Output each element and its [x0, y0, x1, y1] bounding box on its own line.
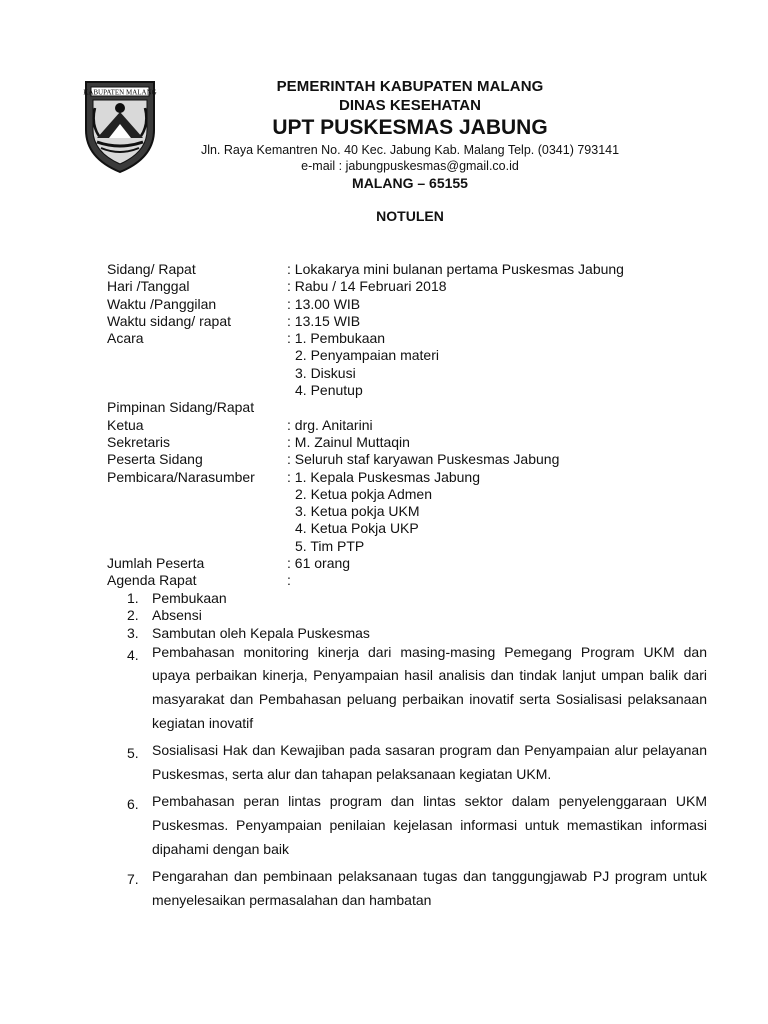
meeting-info [107, 261, 687, 590]
agenda-item-number: 7. [127, 871, 139, 888]
agenda-item-text: Sambutan oleh Kepala Puskesmas [152, 624, 370, 641]
info-value: : 1. Kepala Puskesmas Jabung [287, 468, 481, 485]
agenda-item-number: 4. [127, 646, 139, 663]
agenda-list [107, 590, 707, 916]
info-row [107, 451, 687, 468]
info-row [107, 261, 687, 278]
info-label: Pembicara/Narasumber [107, 468, 255, 485]
agenda-item [107, 641, 707, 735]
agenda-item-number: 1. [127, 590, 139, 606]
agenda-item-number: 3. [127, 624, 139, 641]
info-value: 3. Ketua pokja UKM [295, 503, 420, 520]
info-row [107, 278, 687, 295]
header-government: PEMERINTAH KABUPATEN MALANG [276, 78, 544, 95]
info-row [107, 417, 687, 434]
agenda-item-number: 6. [127, 796, 139, 813]
header-institution: UPT PUSKESMAS JABUNG [272, 116, 548, 139]
agenda-item [107, 625, 707, 642]
logo-label: KABUPATEN MALANG [83, 88, 157, 97]
info-value: 5. Tim PTP [295, 537, 365, 554]
info-row [107, 538, 687, 555]
agenda-item [107, 607, 707, 624]
info-label: Sidang/ Rapat [107, 261, 196, 277]
agenda-item [107, 739, 707, 786]
info-value: 4. Ketua Pokja UKP [295, 520, 419, 537]
info-value: : Lokakarya mini bulanan pertama Puskesmas Jabung [287, 261, 624, 277]
info-value: : 13.15 WIB [287, 312, 361, 329]
info-value: : 1. Pembukaan [287, 330, 386, 347]
agenda-item-number: 2. [127, 607, 139, 624]
info-value: : 13.00 WIB [287, 295, 361, 312]
info-row [107, 365, 687, 382]
info-label: Acara [107, 330, 144, 347]
info-label [107, 538, 287, 555]
info-row [107, 520, 687, 537]
header-city: MALANG – 65155 [352, 175, 468, 191]
agenda-item [107, 790, 707, 861]
info-label: Agenda Rapat [107, 572, 197, 589]
info-row [107, 347, 687, 364]
header-address: Jln. Raya Kemantren No. 40 Kec. Jabung Kab. Malang Telp. (0341) 793141 [200, 143, 620, 157]
info-row [107, 296, 687, 313]
info-label: Jumlah Peserta [107, 555, 205, 572]
header-department: DINAS KESEHATAN [339, 97, 481, 114]
agenda-item-text: Absensi [152, 607, 202, 624]
info-label: Hari /Tanggal [107, 278, 190, 295]
info-row [107, 330, 687, 347]
info-row [107, 399, 687, 416]
info-row [107, 486, 687, 503]
agenda-item [107, 590, 707, 607]
info-label [107, 503, 287, 520]
info-value: : Rabu / 14 Februari 2018 [287, 278, 447, 295]
document-title: NOTULEN [376, 208, 444, 224]
info-label: Ketua [107, 416, 144, 433]
info-value: 4. Penutup [295, 382, 363, 399]
info-value: : drg. Anitarini [287, 416, 373, 433]
info-label: Waktu sidang/ rapat [107, 312, 231, 329]
info-label [107, 365, 287, 382]
agenda-item-text: Sosialisasi Hak dan Kewajiban pada sasaran program dan Penyampaian alur pelayanan Puskesmas, serta alur dan tahapan pelaksanaan kegiatan UKM. [152, 742, 707, 782]
info-row [107, 469, 687, 486]
info-value: 2. Penyampaian materi [295, 347, 439, 364]
info-value: 3. Diskusi [295, 364, 356, 381]
kabupaten-malang-crest-icon [83, 78, 157, 174]
header-email: e-mail : jabungpuskesmas@gmail.co.id [301, 159, 519, 173]
info-value: 2. Ketua pokja Admen [295, 485, 432, 502]
info-row [107, 572, 687, 589]
info-label: Waktu /Panggilan [107, 295, 217, 312]
agenda-item-text: Pengarahan dan pembinaan pelaksanaan tugas dan tanggungjawab PJ program untuk menyelesaikan permasalahan dan hambatan [152, 868, 707, 908]
info-label: Peserta Sidang [107, 451, 203, 468]
info-row [107, 313, 687, 330]
info-row [107, 434, 687, 451]
info-value: : M. Zainul Muttaqin [287, 433, 410, 450]
info-label [107, 382, 287, 399]
info-label: Sekretaris [107, 433, 171, 450]
agenda-item [107, 865, 707, 912]
info-row [107, 382, 687, 399]
info-label [107, 486, 287, 503]
agenda-item-text: Pembahasan peran lintas program dan lintas sektor dalam penyelenggaraan UKM Puskesmas. Penyampaian penilaian kejelasan informasi untuk memastikan informasi dipahami dengan baik [152, 793, 707, 857]
info-label [107, 520, 287, 537]
info-row [107, 503, 687, 520]
info-label: Pimpinan Sidang/Rapat [107, 399, 255, 416]
info-row [107, 555, 687, 572]
info-value: : Seluruh staf karyawan Puskesmas Jabung [287, 451, 560, 468]
info-label [107, 347, 287, 364]
agenda-item-text: Pembahasan monitoring kinerja dari masing-masing Pemegang Program UKM dan upaya perbaikan kinerja, Penyampaian hasil analisis dan tindak lanjut umpan balik dari masyarakat dan Pembahasan peluang perbaikan inovatif serta Sosialisasi pelaksanaan kegiatan inovatif [152, 643, 707, 731]
agenda-item-number: 5. [127, 745, 139, 762]
agenda-item-text: Pembukaan [152, 590, 227, 606]
info-value: : [287, 572, 291, 589]
info-value: : 61 orang [287, 555, 351, 572]
